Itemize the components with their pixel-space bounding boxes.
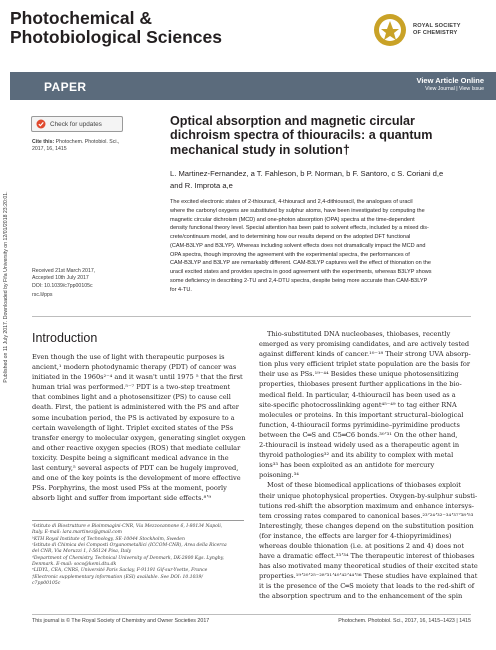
body-line: tion plus very efficient triplet state population are the basis for (259, 360, 471, 369)
abstract-line: uracil excited states and provides spectra in good agreement with the experiments, whereas B3LYP shows (170, 269, 432, 276)
right-column-body (259, 329, 478, 602)
banner-links (416, 76, 484, 93)
abstract (170, 198, 466, 295)
body-line: absorb light and suffer from important side effects.⁸ʼ⁹ (32, 494, 211, 503)
paper-title-line-2: dichroism spectra of thiouracils: a quantum (170, 128, 433, 143)
body-line: Thio-substituted DNA nucleobases, thiobases, recently (267, 330, 451, 338)
journal-title (10, 9, 222, 47)
body-line: some incubation period, the PS is activated by exposure to a (32, 413, 235, 422)
body-line: poisoning.³⁴ (259, 471, 299, 480)
body-line: the absorption spectrum and to the enhancement of the spin (259, 592, 463, 601)
journal-short-link[interactable]: rsc.li/pps (32, 292, 53, 299)
rsc-logo[interactable] (372, 8, 488, 52)
body-line: 2-thiouracil is instead widely used as a therapeutic agent in (259, 441, 460, 450)
body-line: initiated in the 1960s²⁻⁴ and it wasn't until 1975 ⁵ that the first (32, 373, 243, 382)
article-type-label: PAPER (44, 80, 87, 94)
paper-title-line-1: Optical absorption and magnetic circular (170, 114, 415, 128)
abstract-line: CAM-B3LYP and B3LYP are remarkably different. CAM-B3LYP captures well the effect of thionation on the (170, 260, 431, 267)
rsc-logo-line-2: OF CHEMISTRY (413, 30, 458, 36)
body-line: between the C═S and C5═C6 bonds.³⁰ʼ³¹ On the other hand, (259, 430, 458, 439)
view-article-online-link[interactable]: View Article Online (416, 76, 484, 85)
body-line: their use as PSs.¹⁹⁻⁴⁴ Besides these unique photosensitizing (259, 370, 459, 379)
authors-line-2: and R. Improta a,e (170, 180, 233, 190)
doi[interactable]: DOI: 10.1039/c7pp00105c (32, 282, 93, 289)
body-line: death. First, the patient is administered with the PS and after (32, 403, 239, 412)
body-line: site-specific photocrosslinking agent⁴⁵⁻⁴⁹ to tag either RNA (259, 400, 457, 409)
left-column-body (32, 352, 244, 503)
rsc-crest-icon (372, 12, 408, 48)
footnote-line: Italy. E-mail: lara.martinez@gmail.com (32, 530, 122, 536)
footnote-line: ᵃIstituto di Biostrutture e Bioimmagini-CNR, Via Mezzocannone 6, I-80134 Napoli, (32, 524, 223, 529)
rsc-logo-line-1: ROYAL SOCIETY (413, 23, 461, 30)
introduction-heading: Introduction (32, 331, 98, 345)
cite-text: Photochem. Photobiol. Sci., (55, 139, 120, 145)
check-for-updates-label: Check for updates (50, 120, 102, 128)
body-line: Interestingly, these changes depend on the substitution position (259, 521, 474, 530)
body-line: that combines light and a photosensitizer (PS) to cause cell (32, 393, 231, 402)
body-line: emerged as very promising candidates, and are actively tested (259, 340, 470, 349)
abstract-line: for 4-TU. (170, 286, 192, 293)
footnote-line: ᵇKTH Royal Institute of Technology, SE-10044 Stockholm, Sweden (32, 536, 185, 542)
footnote-line: ᵉLIDYL, CEA, CNRS, Université Paris Saclay, F-91191 Gif-sur-Yvette, France (32, 568, 208, 574)
cite-text-2: 2017, 16, 1415 (32, 146, 67, 152)
journal-title-line-1: Photochemical & (10, 8, 152, 28)
body-line: their unique photophysical properties. Oxygen-by-sulphur substi- (259, 491, 478, 500)
footnote-line: †Electronic supplementary information (ESI) available. See DOI: 10.1039/ (32, 574, 203, 580)
body-line: last century,⁵ several aspects of PDT can be hugely improved, (32, 464, 239, 473)
page-citation-footer: Photochem. Photobiol. Sci., 2017, 16, 1415–1423 | 1415 (338, 618, 471, 624)
body-line: Even though the use of light with therapeutic purposes is (32, 353, 225, 361)
abstract-line: (CAM-B3LYP and B3LYP). Whereas including solvent effects does not dramatically impact the MCD and (170, 242, 426, 249)
check-for-updates-button[interactable] (31, 116, 123, 132)
cite-label: Cite this: (32, 139, 55, 145)
footnote-line: ᶜIstituto di Chimica dei Composti Organometallici (ICCOM-CNR), Area della Ricerca (32, 543, 227, 549)
author-list (170, 168, 470, 191)
body-line: molecules or proteins. In this important structural–biological (259, 410, 464, 419)
abstract-line: density functional theory level. Special attention has been paid to solvent effects, included by a mixed dis- (170, 225, 429, 232)
copyright-footer: This journal is © The Royal Society of Chemistry and Owner Societies 2017 (32, 618, 210, 624)
abstract-line: where the carbonyl oxygens are substituted by sulphur atoms, have been investigated by computing the (170, 207, 425, 214)
body-line: medical field. In particular, 4-thiouracil has been used as a (259, 390, 456, 399)
abstract-line: The excited electronic states of 2-thiouracil, 4-thiouracil and 2,4-dithiouracil, the analogues of uracil (170, 199, 413, 205)
abstract-line: OPA spectra, though improving the agreement with the experimental spectra, the performances of (170, 251, 410, 258)
footer-divider (32, 614, 471, 615)
body-line: thyroid pathologies³² and its ability to complex with metal (259, 451, 454, 460)
view-journal-issue-link[interactable]: View Journal | View Issue (425, 86, 484, 92)
body-line: against different kinds of cancer.¹⁰⁻¹⁸ Their strong UVA absorp- (259, 350, 471, 359)
body-line: (for instance, the effects are larger for 4-thiopyrimidines) (259, 531, 452, 540)
citation-block (32, 139, 152, 153)
rsc-logo-text (413, 23, 461, 36)
abstract-line: magnetic circular dichroism (MCD) and one-photon absorption (OPA) spectra at the time-dependent (170, 216, 415, 223)
body-line: and one of the key points is the development of more effective (32, 474, 241, 483)
body-line: have a dramatic effect.³³ʼ³⁴ The therapeutic interest of thiobases (259, 552, 475, 561)
body-line: ancient,¹ modern photodynamic therapy (PDT) of cancer was (32, 363, 237, 372)
body-line: tutions red-shift the absorption maximum and enhance intersys- (259, 501, 475, 510)
abstract-line: crete/continuum model, and to determining how our results depend on the adopted DFT functional (170, 234, 411, 241)
received-date: Received 21st March 2017, (32, 268, 96, 274)
body-line: ions³³ has been exploited as an antidote for mercury (259, 461, 435, 470)
accepted-date: Accepted 10th July 2017 (32, 275, 89, 282)
body-line: function, 4-thiouracil forms pyrimidine–pyrimidine products (259, 420, 460, 429)
body-line: has also motivated many theoretical studies of their excited state (259, 562, 478, 571)
body-line: toxicity. Despite being a significant medical advance in the (32, 453, 229, 462)
body-line: properties.¹⁹ʼ²⁰ʼ²⁵⁻²⁸ʼ³¹ʼ⁴⁰ʼ⁴²ʼ⁴⁴ʼ⁵⁶ These studies have explained that (259, 572, 478, 581)
body-line: whereas double thionation (i.e. at positions 2 and 4) does not (259, 541, 465, 550)
footnote-line: Denmark. E-mail: soco@kemi.dtu.dk (32, 562, 117, 568)
abstract-line: some deficiency in describing 2-TU and 2,4-DTU spectra, despite being more accurate than CAM-B3LYP (170, 278, 428, 285)
body-line: PSs. Porphyrins, the most used PSs at the moment, poorly (32, 484, 227, 493)
body-line: Most of these biomedical applications of thiobases exploit (267, 481, 461, 490)
body-line: transfer energy to molecular oxygen, generating singlet oxygen (32, 433, 246, 442)
footnote-line: ᵈDepartment of Chemistry, Technical University of Denmark, DK-2800 Kgs. Lyngby, (32, 555, 224, 561)
paper-title (170, 114, 470, 157)
body-line: human trial was performed.⁵⁻⁷ PDT is a two-step treatment (32, 383, 231, 392)
footnote-line: c7pp00105c (32, 581, 61, 587)
update-check-icon (36, 119, 46, 129)
body-line: tem crossing rates compared to canonical bases.²³ʼ²⁴ʼ³²⁻³⁴ʼ³⁷ʼ³⁸ʼ⁵³ (259, 511, 474, 520)
body-line: properties, thiobases present further applications in the bio- (259, 380, 462, 389)
footnote-divider (32, 520, 244, 521)
journal-title-line-2: Photobiological Sciences (10, 27, 222, 47)
affiliation-footnotes (32, 524, 244, 587)
footnote-line: del CNR, Via Moruzzi 1, I-56124 Pisa, Italy (32, 549, 132, 555)
received-info (32, 268, 152, 300)
authors-line-1: L. Martinez-Fernandez, a T. Fahleson, b P. Norman, b F. Santoro, c S. Coriani d,e (170, 169, 444, 178)
paper-title-line-3: mechanical study in solution† (170, 142, 350, 157)
body-line: it is the presence of the C═S moiety that leads to the red-shift of (259, 582, 475, 591)
body-line: certain wavelength of light. Triplet excited states of the PSs (32, 423, 234, 432)
section-divider (32, 316, 471, 317)
body-line: and other reactive oxygen species (ROS) that mediate cellular (32, 443, 241, 452)
sidebar-publication-note: Published on 11 July 2017. Downloaded by Fifa University on 12/01/2018 23:20:01. (3, 191, 9, 383)
